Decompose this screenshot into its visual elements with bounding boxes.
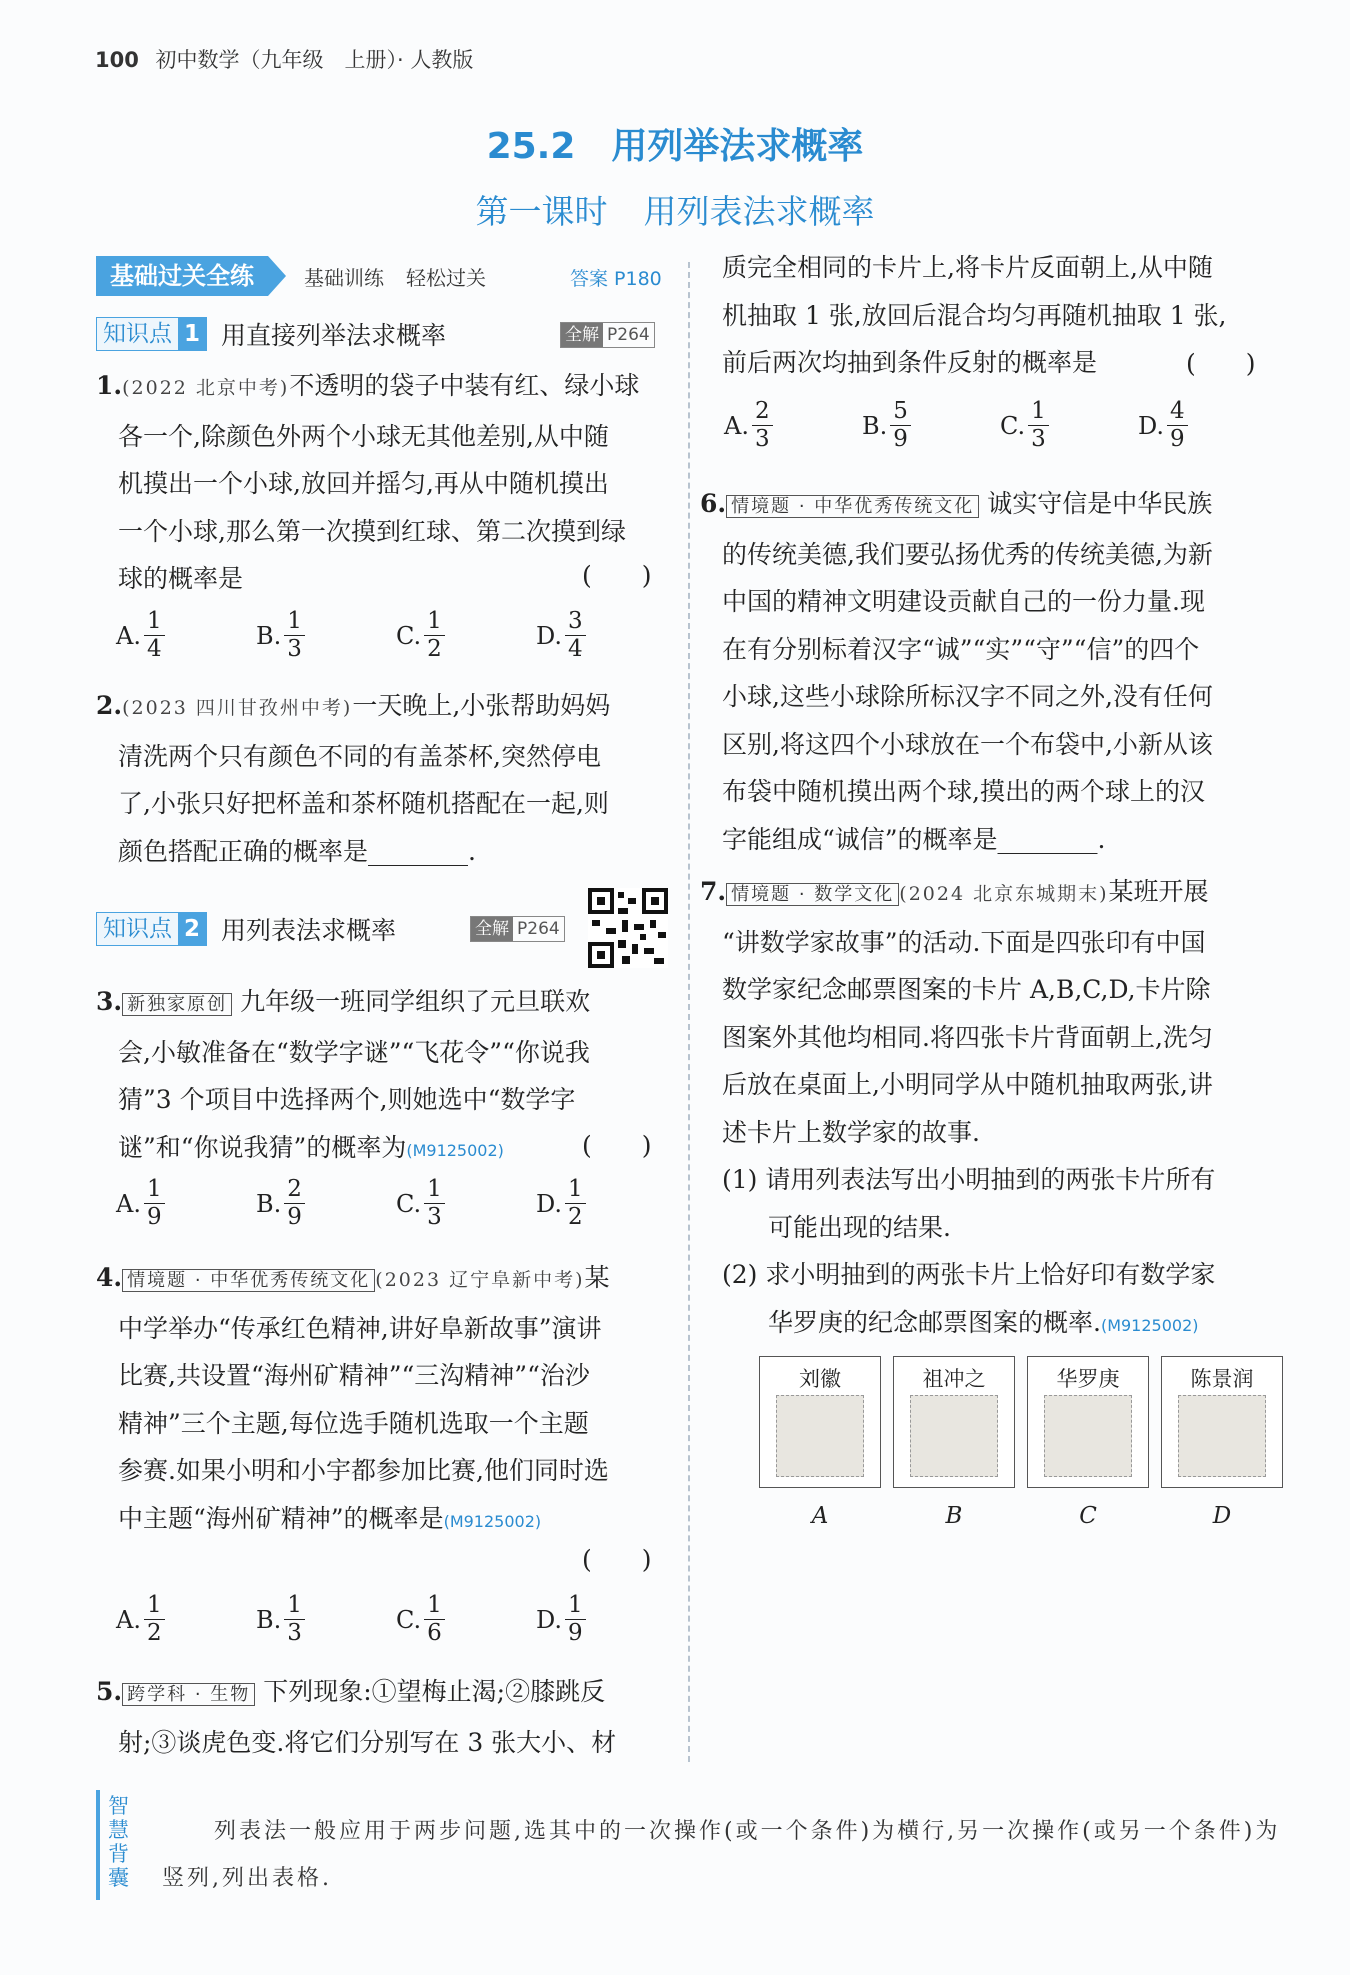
fraction bbox=[144, 608, 165, 663]
option-a[interactable] bbox=[116, 1176, 256, 1231]
lesson-name: 用列表法求概率 bbox=[643, 192, 875, 231]
q4-line: 中学举办“传承红色精神,讲好阜新故事”演讲 bbox=[118, 1313, 602, 1343]
question-7 bbox=[700, 868, 1280, 1349]
q7-line: 后放在桌面上,小明同学从中随机抽取两张,讲 bbox=[722, 1070, 1213, 1099]
numerator: 1 bbox=[1031, 398, 1046, 424]
answer-ref: 答案 P180 bbox=[570, 268, 662, 290]
stamp-name: 陈景润 bbox=[1190, 1367, 1254, 1391]
section-title bbox=[0, 118, 1350, 169]
option-letter: D. bbox=[1138, 411, 1165, 440]
numerator: 1 bbox=[568, 1592, 583, 1618]
numerator: 2 bbox=[287, 1176, 302, 1202]
stamp-card bbox=[1027, 1356, 1149, 1529]
denominator: 3 bbox=[424, 1203, 445, 1231]
kp2-ref-a: 全解 bbox=[471, 917, 513, 941]
wisdom-tip-box bbox=[96, 1790, 1281, 1910]
q2-line: 一天晚上,小张帮助妈妈 bbox=[352, 691, 611, 720]
denominator: 9 bbox=[144, 1203, 165, 1231]
numerator: 1 bbox=[146, 1592, 162, 1618]
column-divider bbox=[688, 262, 690, 1762]
q7-number: 7. bbox=[700, 877, 727, 906]
option-letter: A. bbox=[116, 1605, 141, 1634]
kp1-ref bbox=[560, 322, 655, 348]
q7-line: 述卡片上数学家的故事. bbox=[722, 1117, 980, 1147]
fraction bbox=[752, 398, 773, 453]
option-d[interactable] bbox=[536, 608, 676, 663]
q7-part1: 可能出现的结果. bbox=[768, 1212, 951, 1242]
fraction bbox=[424, 1592, 445, 1647]
denominator: 2 bbox=[144, 1619, 165, 1647]
q6-line: 布袋中随机摸出两个球,摸出的两个球上的汉 bbox=[722, 777, 1205, 806]
option-letter: C. bbox=[1000, 411, 1026, 440]
q4-line: 精神”三个主题,每位选手随机选取一个主题 bbox=[118, 1408, 589, 1438]
q1-line: 不透明的袋子中装有红、绿小球 bbox=[289, 371, 640, 400]
q1-line: 机摸出一个小球,放回并摇匀,再从中随机摸出 bbox=[118, 469, 609, 498]
option-d[interactable] bbox=[1138, 398, 1276, 453]
q7-line: 数学家纪念邮票图案的卡片 A,B,C,D,卡片除 bbox=[722, 975, 1211, 1004]
option-letter: C. bbox=[396, 1189, 422, 1218]
denominator: 4 bbox=[144, 635, 165, 663]
q4-answer-paren: ( ) bbox=[582, 1545, 652, 1574]
denominator: 9 bbox=[890, 425, 911, 453]
q5-number: 5. bbox=[96, 1677, 123, 1706]
option-a[interactable] bbox=[116, 608, 256, 663]
q5-options bbox=[724, 398, 1276, 453]
practice-sub1: 基础训练 bbox=[304, 265, 384, 290]
practice-section-bar bbox=[96, 256, 486, 296]
kp2-ref bbox=[470, 916, 565, 942]
option-letter: D. bbox=[536, 1189, 563, 1218]
q2-number: 2. bbox=[96, 691, 123, 720]
fraction bbox=[144, 1592, 165, 1647]
q3-answer-paren: ( ) bbox=[582, 1131, 652, 1160]
q7-code: (M9125002) bbox=[1100, 1315, 1199, 1335]
kp1-label-box bbox=[96, 317, 207, 351]
q6-number: 6. bbox=[700, 489, 727, 518]
stamp-card bbox=[893, 1356, 1015, 1529]
fraction bbox=[284, 1176, 305, 1231]
denominator: 3 bbox=[1028, 425, 1049, 453]
denominator: 9 bbox=[1167, 425, 1188, 453]
q5-line: 射;③谈虎色变.将它们分别写在 3 张大小、材 bbox=[118, 1727, 617, 1757]
stamp-name: 华罗庚 bbox=[1056, 1367, 1120, 1391]
kp1-number: 1 bbox=[178, 318, 206, 350]
numerator: 1 bbox=[427, 1176, 442, 1202]
section-number: 25.2 bbox=[486, 126, 576, 167]
book-title: 初中数学（九年级 上册）· 人教版 bbox=[155, 48, 474, 72]
numerator: 1 bbox=[146, 608, 162, 634]
q4-line: 参赛.如果小明和小宇都参加比赛,他们同时选 bbox=[118, 1456, 609, 1485]
option-letter: D. bbox=[536, 1605, 563, 1634]
stamp-letter: A bbox=[811, 1503, 829, 1529]
option-c[interactable] bbox=[1000, 398, 1138, 453]
fraction bbox=[284, 608, 305, 663]
fraction bbox=[565, 1176, 586, 1231]
q7-line: 某班开展 bbox=[1108, 877, 1209, 906]
qr-code-icon[interactable] bbox=[588, 888, 668, 968]
question-5-start bbox=[96, 1668, 676, 1766]
practice-sub2: 轻松过关 bbox=[406, 265, 486, 290]
q4-line: 某 bbox=[584, 1263, 610, 1292]
denominator: 2 bbox=[424, 635, 445, 663]
numerator: 1 bbox=[146, 1176, 162, 1202]
stamp-portrait-icon bbox=[1178, 1395, 1266, 1477]
stamp-cards bbox=[759, 1356, 1295, 1529]
numerator: 3 bbox=[568, 608, 583, 634]
option-letter: B. bbox=[256, 621, 282, 650]
tip-text: 列表法一般应用于两步问题,选其中的一次操作(或一个条件)为横行,另一次操作(或另一个条件)为竖列,列出表格. bbox=[162, 1819, 1281, 1891]
stamp-name: 刘徽 bbox=[799, 1367, 841, 1391]
q3-line: 谜”和“你说我猜”的概率为 bbox=[118, 1132, 407, 1162]
q1-line: 各一个,除颜色外两个小球无其他差别,从中随 bbox=[118, 421, 609, 451]
option-b[interactable] bbox=[256, 1176, 396, 1231]
option-b[interactable] bbox=[862, 398, 1000, 453]
knowledge-point-2 bbox=[96, 911, 396, 947]
q4-code: (M9125002) bbox=[443, 1511, 542, 1531]
option-b[interactable] bbox=[256, 608, 396, 663]
kp2-label-box bbox=[96, 912, 207, 946]
q4-tag: 情境题 · 中华优秀传统文化 bbox=[122, 1269, 375, 1292]
option-b[interactable] bbox=[256, 1592, 396, 1647]
stamp-letter: D bbox=[1212, 1503, 1232, 1529]
q6-line: 在有分别标着汉字“诚”“实”“守”“信”的四个 bbox=[722, 634, 1200, 664]
stamp-name: 祖冲之 bbox=[922, 1367, 986, 1391]
stamp-portrait-icon bbox=[910, 1395, 998, 1477]
option-c[interactable] bbox=[396, 1592, 536, 1647]
numerator: 1 bbox=[287, 1592, 302, 1618]
q6-line: 区别,将这四个小球放在一个布袋中,小新从该 bbox=[722, 729, 1213, 759]
q2-line: 清洗两个只有颜色不同的有盖茶杯,突然停电 bbox=[118, 741, 601, 771]
kp2-number: 2 bbox=[178, 913, 206, 945]
section-name: 用列举法求概率 bbox=[611, 126, 864, 167]
fraction bbox=[1167, 398, 1188, 453]
stamp-letter: B bbox=[945, 1503, 963, 1529]
fraction bbox=[565, 608, 586, 663]
q6-line: 中国的精神文明建设贡献自己的一份力量.现 bbox=[722, 587, 1205, 616]
q5-line: 机抽取 1 张,放回后混合均匀再随机抽取 1 张, bbox=[722, 300, 1227, 330]
q5-answer-paren: ( ) bbox=[1186, 349, 1256, 378]
q7-line: “讲数学家故事”的活动.下面是四张印有中国 bbox=[722, 927, 1206, 957]
option-letter: C. bbox=[396, 621, 422, 650]
numerator: 5 bbox=[893, 398, 908, 424]
option-letter: B. bbox=[256, 1605, 282, 1634]
numerator: 2 bbox=[754, 398, 770, 424]
page-number: 100 bbox=[95, 48, 139, 72]
q6-line: 的传统美德,我们要弘扬优秀的传统美德,为新 bbox=[722, 539, 1213, 569]
numerator: 1 bbox=[427, 608, 442, 634]
denominator: 9 bbox=[565, 1619, 586, 1647]
option-letter: B. bbox=[862, 411, 888, 440]
option-d[interactable] bbox=[536, 1176, 676, 1231]
denominator: 6 bbox=[424, 1619, 445, 1647]
option-letter: A. bbox=[116, 621, 141, 650]
q1-source: (2022 北京中考) bbox=[122, 377, 290, 399]
numerator: 1 bbox=[427, 1592, 442, 1618]
q1-options bbox=[116, 608, 676, 663]
numerator: 4 bbox=[1170, 398, 1185, 424]
stamp-letter: C bbox=[1079, 1503, 1097, 1529]
option-letter: A. bbox=[724, 411, 749, 440]
q1-number: 1. bbox=[96, 371, 123, 400]
fraction bbox=[424, 608, 445, 663]
denominator: 9 bbox=[284, 1203, 305, 1231]
kp2-ref-b: P264 bbox=[517, 919, 560, 939]
q3-tag: 新独家原创 bbox=[122, 993, 232, 1016]
fraction bbox=[284, 1592, 305, 1647]
q7-part2: 华罗庚的纪念邮票图案的概率. bbox=[768, 1307, 1101, 1337]
denominator: 3 bbox=[284, 1619, 305, 1647]
denominator: 3 bbox=[284, 635, 305, 663]
lesson-title bbox=[0, 186, 1350, 233]
q5-line: 下列现象:①望梅止渴;②膝跳反 bbox=[263, 1677, 606, 1706]
denominator: 4 bbox=[565, 635, 586, 663]
question-4 bbox=[96, 1254, 676, 1545]
q6-line: 诚实守信是中华民族 bbox=[987, 489, 1213, 518]
option-a[interactable] bbox=[116, 1592, 256, 1647]
fraction bbox=[890, 398, 911, 453]
stamp-card bbox=[1161, 1356, 1283, 1529]
q5-line: 质完全相同的卡片上,将卡片反面朝上,从中随 bbox=[722, 253, 1213, 282]
kp1-ref-a: 全解 bbox=[561, 323, 603, 347]
q6-line: 小球,这些小球除所标汉字不同之外,没有任何 bbox=[722, 682, 1213, 711]
stamp-portrait-icon bbox=[1044, 1395, 1132, 1477]
page-header bbox=[95, 44, 473, 74]
q7-tag: 情境题 · 数学文化 bbox=[726, 883, 899, 906]
q3-options bbox=[116, 1176, 676, 1231]
knowledge-point-1 bbox=[96, 316, 446, 352]
option-a[interactable] bbox=[724, 398, 862, 453]
option-c[interactable] bbox=[396, 608, 536, 663]
question-6 bbox=[700, 480, 1280, 863]
stamp-card bbox=[759, 1356, 881, 1529]
question-2 bbox=[96, 682, 676, 875]
option-d[interactable] bbox=[536, 1592, 676, 1647]
option-letter: D. bbox=[536, 621, 563, 650]
q1-line: 球的概率是 bbox=[118, 564, 244, 593]
q7-line: 图案外其他均相同.将四张卡片背面朝上,洗匀 bbox=[722, 1022, 1213, 1052]
kp2-title: 用列表法求概率 bbox=[221, 916, 397, 945]
numerator: 1 bbox=[568, 1176, 583, 1202]
q3-line: 九年级一班同学组织了元旦联欢 bbox=[240, 987, 591, 1016]
fraction bbox=[424, 1176, 445, 1231]
kp1-title: 用直接列举法求概率 bbox=[221, 321, 447, 350]
tip-label: 智慧背囊 bbox=[108, 1794, 129, 1890]
practice-badge: 基础过关全练 bbox=[96, 256, 268, 296]
q1-line: 一个小球,那么第一次摸到红球、第二次摸到绿 bbox=[118, 516, 626, 546]
kp2-label: 知识点 bbox=[103, 916, 172, 942]
denominator: 3 bbox=[752, 425, 773, 453]
fraction bbox=[1028, 398, 1049, 453]
q7-part2: (2) 求小明抽到的两张卡片上恰好印有数学家 bbox=[722, 1260, 1216, 1289]
q3-line: 会,小敏准备在“数学字谜”“飞花令”“你说我 bbox=[118, 1037, 590, 1067]
denominator: 2 bbox=[565, 1203, 586, 1231]
kp1-ref-b: P264 bbox=[607, 325, 650, 345]
fraction bbox=[565, 1592, 586, 1647]
q2-line: 颜色搭配正确的概率是________. bbox=[118, 836, 476, 866]
q4-source: (2023 辽宁阜新中考) bbox=[375, 1269, 585, 1291]
q7-source: (2024 北京东城期末) bbox=[899, 883, 1109, 905]
stamp-portrait-icon bbox=[776, 1395, 864, 1477]
q1-answer-paren: ( ) bbox=[582, 561, 652, 590]
q4-number: 4. bbox=[96, 1263, 123, 1292]
q2-line: 了,小张只好把杯盖和茶杯随机搭配在一起,则 bbox=[118, 789, 609, 818]
q5-line: 前后两次均抽到条件反射的概率是 bbox=[722, 348, 1098, 377]
option-letter: C. bbox=[396, 1605, 422, 1634]
kp1-label: 知识点 bbox=[103, 321, 172, 347]
q5-tag: 跨学科 · 生物 bbox=[122, 1683, 255, 1706]
q4-options bbox=[116, 1592, 676, 1647]
q3-line: 猜”3 个项目中选择两个,则她选中“数学字 bbox=[118, 1085, 576, 1114]
q3-code: (M9125002) bbox=[406, 1140, 504, 1160]
numerator: 1 bbox=[287, 608, 302, 634]
q6-line: 字能组成“诚信”的概率是________. bbox=[722, 824, 1106, 854]
q4-line: 比赛,共设置“海州矿精神”“三沟精神”“治沙 bbox=[118, 1361, 590, 1390]
q2-source: (2023 四川甘孜州中考) bbox=[122, 697, 353, 719]
fraction bbox=[144, 1176, 165, 1231]
option-c[interactable] bbox=[396, 1176, 536, 1231]
option-letter: A. bbox=[116, 1189, 141, 1218]
option-letter: B. bbox=[256, 1189, 282, 1218]
q4-line: 中主题“海州矿精神”的概率是 bbox=[118, 1503, 444, 1533]
q3-number: 3. bbox=[96, 987, 123, 1016]
tip-bar bbox=[96, 1790, 100, 1900]
q7-part1: (1) 请用列表法写出小明抽到的两张卡片所有 bbox=[722, 1165, 1216, 1194]
lesson-number: 第一课时 bbox=[475, 192, 608, 231]
q6-tag: 情境题 · 中华优秀传统文化 bbox=[726, 495, 979, 518]
